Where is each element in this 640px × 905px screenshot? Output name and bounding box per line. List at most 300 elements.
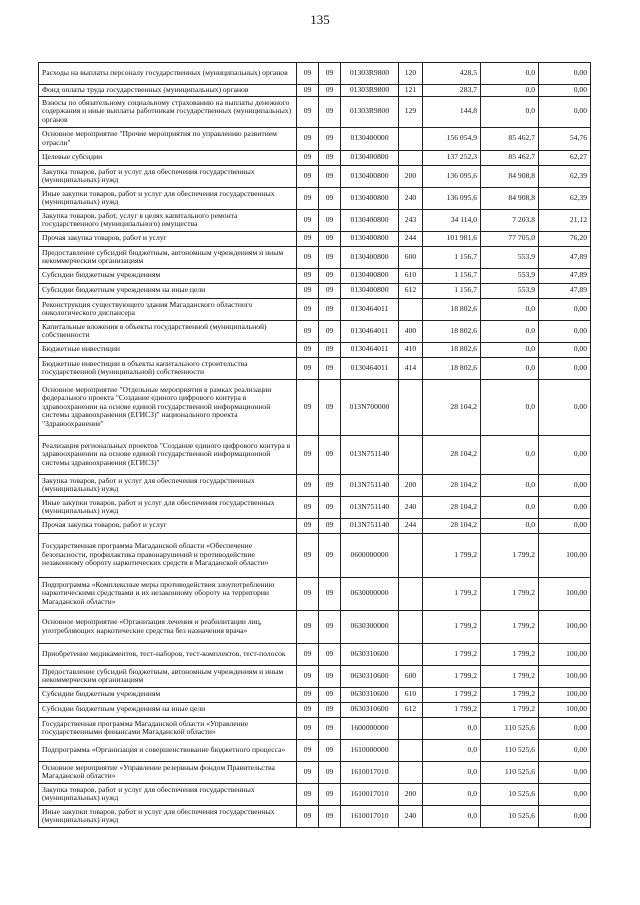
row-target-code: 0130400800 xyxy=(341,231,399,246)
row-expense-type: 600 xyxy=(399,665,423,687)
row-name: Основное мероприятие "Отдельные мероприятия в рамках реализации федерального проекта "Создание единого цифрового контура в здравоохранении на основе единой государственной информационной системы здравоохранения (ЕГИСЗ)" национального проекта "Здравоохранение" xyxy=(39,379,297,435)
row-percent: 54,76 xyxy=(539,127,591,150)
row-name: Основное мероприятие «Управление резервным фондом Правительства Магаданской области» xyxy=(39,761,297,783)
row-amount-executed: 1 799,2 xyxy=(481,533,539,577)
row-section: 09 xyxy=(297,127,319,150)
row-subsection: 09 xyxy=(319,85,341,97)
row-amount-executed: 1 799,2 xyxy=(481,665,539,687)
row-target-code: 0130464011 xyxy=(341,320,399,342)
row-section: 09 xyxy=(297,187,319,209)
row-target-code: 0130400000 xyxy=(341,127,399,150)
row-amount-executed: 84 908,8 xyxy=(481,165,539,187)
table-row xyxy=(39,610,591,643)
row-expense-type xyxy=(399,610,423,643)
row-section: 09 xyxy=(297,518,319,533)
row-name: Иные закупки товаров, работ и услуг для обеспечения государственных (муниципальных) нужд xyxy=(39,805,297,827)
row-target-code: 1610017010 xyxy=(341,761,399,783)
row-name: Фонд оплаты труда государственных (муниципальных) органов xyxy=(39,85,297,97)
row-subsection: 09 xyxy=(319,783,341,805)
row-amount-executed: 553,9 xyxy=(481,283,539,298)
row-amount-executed: 10 525,6 xyxy=(481,805,539,827)
row-amount-executed: 0,0 xyxy=(481,518,539,533)
row-target-code: 1610017010 xyxy=(341,805,399,827)
budget-table-body xyxy=(39,63,591,828)
table-row xyxy=(39,643,591,665)
table-row xyxy=(39,187,591,209)
row-subsection: 09 xyxy=(319,739,341,761)
row-name: Предоставление субсидий бюджетным, автономным учреждениям и иным некоммерческим организациям xyxy=(39,246,297,268)
row-amount-executed: 0,0 xyxy=(481,85,539,97)
table-row xyxy=(39,379,591,435)
row-target-code: 0130400800 xyxy=(341,187,399,209)
row-amount-planned: 34 114,0 xyxy=(423,209,481,231)
row-expense-type xyxy=(399,150,423,165)
row-target-code: 0130400800 xyxy=(341,209,399,231)
row-expense-type: 610 xyxy=(399,687,423,702)
row-amount-executed: 0,0 xyxy=(481,96,539,127)
table-row xyxy=(39,209,591,231)
row-target-code: 1600000000 xyxy=(341,717,399,739)
row-subsection: 09 xyxy=(319,435,341,474)
row-percent: 0,00 xyxy=(539,805,591,827)
table-row xyxy=(39,268,591,283)
row-target-code: 1610000000 xyxy=(341,739,399,761)
row-target-code: 01303R9800 xyxy=(341,96,399,127)
row-section: 09 xyxy=(297,761,319,783)
row-expense-type: 200 xyxy=(399,474,423,496)
row-expense-type xyxy=(399,761,423,783)
table-row xyxy=(39,474,591,496)
row-target-code: 0130464011 xyxy=(341,357,399,379)
row-section: 09 xyxy=(297,717,319,739)
row-amount-executed: 0,0 xyxy=(481,342,539,357)
row-section: 09 xyxy=(297,165,319,187)
row-amount-executed: 0,0 xyxy=(481,435,539,474)
row-subsection: 09 xyxy=(319,283,341,298)
table-row xyxy=(39,687,591,702)
row-subsection: 09 xyxy=(319,231,341,246)
row-section: 09 xyxy=(297,268,319,283)
row-target-code: 0130400800 xyxy=(341,165,399,187)
row-amount-planned: 1 799,2 xyxy=(423,533,481,577)
table-row xyxy=(39,63,591,85)
row-section: 09 xyxy=(297,665,319,687)
table-row xyxy=(39,496,591,518)
row-amount-executed: 0,0 xyxy=(481,474,539,496)
row-section: 09 xyxy=(297,474,319,496)
row-name: Субсидии бюджетным учреждениям xyxy=(39,687,297,702)
row-expense-type xyxy=(399,643,423,665)
row-section: 09 xyxy=(297,231,319,246)
row-name: Подпрограмма «Комплексные меры противодействия злоупотреблению наркотическими средствами и их незаконному обороту на территории Магаданской области» xyxy=(39,577,297,610)
row-subsection: 09 xyxy=(319,320,341,342)
row-name: Государственная программа Магаданской области «Управление государственными финансами Магаданской области» xyxy=(39,717,297,739)
row-amount-planned: 1 799,2 xyxy=(423,702,481,717)
row-subsection: 09 xyxy=(319,127,341,150)
table-row xyxy=(39,246,591,268)
row-subsection: 09 xyxy=(319,246,341,268)
row-percent: 100,00 xyxy=(539,533,591,577)
row-amount-executed: 110 525,6 xyxy=(481,739,539,761)
row-subsection: 09 xyxy=(319,187,341,209)
row-expense-type: 200 xyxy=(399,165,423,187)
table-row xyxy=(39,165,591,187)
row-amount-planned: 18 802,6 xyxy=(423,357,481,379)
row-subsection: 09 xyxy=(319,209,341,231)
row-expense-type: 120 xyxy=(399,63,423,85)
row-expense-type xyxy=(399,533,423,577)
row-subsection: 09 xyxy=(319,610,341,643)
table-row xyxy=(39,150,591,165)
row-section: 09 xyxy=(297,687,319,702)
row-subsection: 09 xyxy=(319,379,341,435)
row-amount-executed: 85 462,7 xyxy=(481,150,539,165)
row-section: 09 xyxy=(297,96,319,127)
page-number: 135 xyxy=(310,12,330,27)
row-amount-executed: 1 799,2 xyxy=(481,643,539,665)
table-row xyxy=(39,283,591,298)
table-row xyxy=(39,717,591,739)
row-amount-planned: 156 054,9 xyxy=(423,127,481,150)
table-row xyxy=(39,739,591,761)
row-target-code: 0130400800 xyxy=(341,283,399,298)
row-subsection: 09 xyxy=(319,496,341,518)
row-expense-type: 240 xyxy=(399,805,423,827)
row-amount-planned: 0,0 xyxy=(423,805,481,827)
row-subsection: 09 xyxy=(319,298,341,320)
row-section: 09 xyxy=(297,342,319,357)
table-row xyxy=(39,96,591,127)
row-subsection: 09 xyxy=(319,357,341,379)
row-subsection: 09 xyxy=(319,165,341,187)
row-amount-planned: 136 095,6 xyxy=(423,165,481,187)
row-percent: 100,00 xyxy=(539,577,591,610)
row-amount-planned: 28 104,2 xyxy=(423,474,481,496)
row-amount-planned: 28 104,2 xyxy=(423,496,481,518)
row-amount-executed: 0,0 xyxy=(481,320,539,342)
table-row xyxy=(39,761,591,783)
row-target-code: 0130464011 xyxy=(341,342,399,357)
row-amount-executed: 1 799,2 xyxy=(481,702,539,717)
row-section: 09 xyxy=(297,320,319,342)
row-subsection: 09 xyxy=(319,342,341,357)
row-target-code: 013N751140 xyxy=(341,474,399,496)
row-percent: 100,00 xyxy=(539,610,591,643)
table-row xyxy=(39,665,591,687)
row-target-code: 013N751140 xyxy=(341,518,399,533)
row-name: Основное мероприятие «Организация лечения и реабилитации лиц, употребляющих наркотические средства без назначения врача» xyxy=(39,610,297,643)
row-amount-planned: 0,0 xyxy=(423,761,481,783)
row-percent: 47,89 xyxy=(539,246,591,268)
row-amount-executed: 110 525,6 xyxy=(481,717,539,739)
row-amount-executed: 1 799,2 xyxy=(481,687,539,702)
row-section: 09 xyxy=(297,805,319,827)
row-target-code: 0600000000 xyxy=(341,533,399,577)
row-target-code: 01303R9800 xyxy=(341,63,399,85)
row-percent: 62,39 xyxy=(539,187,591,209)
row-expense-type: 200 xyxy=(399,783,423,805)
row-name: Реконструкция существующего здания Магаданского областного онкологического диспансера xyxy=(39,298,297,320)
row-target-code: 0130464011 xyxy=(341,298,399,320)
row-expense-type xyxy=(399,717,423,739)
row-name: Подпрограмма «Организация и совершенствование бюджетного процесса» xyxy=(39,739,297,761)
row-expense-type: 244 xyxy=(399,518,423,533)
row-name: Прочая закупка товаров, работ и услуг xyxy=(39,231,297,246)
row-amount-executed: 0,0 xyxy=(481,63,539,85)
row-target-code: 0630310600 xyxy=(341,687,399,702)
row-name: Реализация региональных проектов "Создание единого цифрового контура в здравоохранении на основе единой государственной информационной системы здравоохранения (ЕГИСЗ)" xyxy=(39,435,297,474)
row-name: Предоставление субсидий бюджетным, автономным учреждениям и иным некоммерческим организациям xyxy=(39,665,297,687)
row-target-code: 013N751140 xyxy=(341,496,399,518)
row-percent: 0,00 xyxy=(539,63,591,85)
table-row xyxy=(39,783,591,805)
table-row xyxy=(39,357,591,379)
row-name: Закупка товаров, работ и услуг для обеспечения государственных (муниципальных) нужд xyxy=(39,783,297,805)
row-subsection: 09 xyxy=(319,687,341,702)
row-amount-executed: 0,0 xyxy=(481,298,539,320)
table-row xyxy=(39,435,591,474)
row-section: 09 xyxy=(297,209,319,231)
row-amount-planned: 0,0 xyxy=(423,783,481,805)
row-expense-type: 244 xyxy=(399,231,423,246)
row-amount-planned: 1 799,2 xyxy=(423,577,481,610)
row-name: Основное мероприятие "Прочие мероприятия по управлению развитием отрасли" xyxy=(39,127,297,150)
row-section: 09 xyxy=(297,496,319,518)
row-name: Закупка товаров, работ и услуг для обеспечения государственных (муниципальных) нужд xyxy=(39,474,297,496)
row-percent: 100,00 xyxy=(539,643,591,665)
row-expense-type: 400 xyxy=(399,320,423,342)
table-row xyxy=(39,231,591,246)
row-name: Субсидии бюджетным учреждениям на иные цели xyxy=(39,283,297,298)
row-amount-planned: 18 802,6 xyxy=(423,342,481,357)
row-name: Приобретение медикаментов, тест-наборов, тест-комплектов, тест-полосок xyxy=(39,643,297,665)
row-expense-type: 410 xyxy=(399,342,423,357)
row-amount-planned: 428,5 xyxy=(423,63,481,85)
row-percent: 0,00 xyxy=(539,739,591,761)
table-row xyxy=(39,298,591,320)
row-percent: 62,39 xyxy=(539,165,591,187)
row-percent: 0,00 xyxy=(539,474,591,496)
row-expense-type: 240 xyxy=(399,496,423,518)
row-section: 09 xyxy=(297,63,319,85)
row-name: Целевые субсидии xyxy=(39,150,297,165)
row-amount-planned: 1 799,2 xyxy=(423,610,481,643)
table-row xyxy=(39,127,591,150)
row-name: Государственная программа Магаданской области «Обеспечение безопасности, профилактика правонарушений и противодействие незаконному обороту наркотических средств в Магаданской области» xyxy=(39,533,297,577)
row-section: 09 xyxy=(297,379,319,435)
row-subsection: 09 xyxy=(319,717,341,739)
row-expense-type: 612 xyxy=(399,283,423,298)
row-expense-type: 600 xyxy=(399,246,423,268)
row-expense-type: 243 xyxy=(399,209,423,231)
row-amount-executed: 0,0 xyxy=(481,379,539,435)
row-expense-type xyxy=(399,577,423,610)
row-expense-type: 240 xyxy=(399,187,423,209)
row-section: 09 xyxy=(297,283,319,298)
row-amount-planned: 28 104,2 xyxy=(423,435,481,474)
row-section: 09 xyxy=(297,533,319,577)
row-section: 09 xyxy=(297,246,319,268)
row-percent: 100,00 xyxy=(539,702,591,717)
row-target-code: 0630310600 xyxy=(341,665,399,687)
row-amount-planned: 1 156,7 xyxy=(423,246,481,268)
row-percent: 100,00 xyxy=(539,687,591,702)
row-section: 09 xyxy=(297,643,319,665)
row-subsection: 09 xyxy=(319,761,341,783)
row-name: Прочая закупка товаров, работ и услуг xyxy=(39,518,297,533)
row-subsection: 09 xyxy=(319,533,341,577)
table-row xyxy=(39,533,591,577)
row-name: Иные закупки товаров, работ и услуг для обеспечения государственных (муниципальных) нужд xyxy=(39,496,297,518)
row-subsection: 09 xyxy=(319,63,341,85)
row-amount-planned: 28 104,2 xyxy=(423,379,481,435)
row-section: 09 xyxy=(297,435,319,474)
row-amount-planned: 18 802,6 xyxy=(423,298,481,320)
row-percent: 0,00 xyxy=(539,379,591,435)
row-name: Субсидии бюджетным учреждениям на иные цели xyxy=(39,702,297,717)
row-expense-type xyxy=(399,739,423,761)
row-expense-type: 610 xyxy=(399,268,423,283)
row-amount-planned: 1 156,7 xyxy=(423,283,481,298)
row-percent: 0,00 xyxy=(539,320,591,342)
row-section: 09 xyxy=(297,150,319,165)
row-name: Иные закупки товаров, работ и услуг для обеспечения государственных (муниципальных) нужд xyxy=(39,187,297,209)
row-target-code: 0130400800 xyxy=(341,268,399,283)
row-expense-type xyxy=(399,127,423,150)
row-target-code: 01303R9800 xyxy=(341,85,399,97)
row-amount-executed: 10 525,6 xyxy=(481,783,539,805)
row-name: Закупка товаров, работ и услуг для обеспечения государственных (муниципальных) нужд xyxy=(39,165,297,187)
row-expense-type: 414 xyxy=(399,357,423,379)
row-percent: 0,00 xyxy=(539,435,591,474)
row-subsection: 09 xyxy=(319,268,341,283)
row-amount-planned: 283,7 xyxy=(423,85,481,97)
row-target-code: 013N700000 xyxy=(341,379,399,435)
row-name: Взносы по обязательному социальному страхованию на выплаты денежного содержания и иные выплаты работникам государственных (муниципальных) органов xyxy=(39,96,297,127)
row-name: Капитальные вложения в объекты государственной (муниципальной) собственности xyxy=(39,320,297,342)
row-subsection: 09 xyxy=(319,474,341,496)
table-row xyxy=(39,577,591,610)
row-amount-executed: 85 462,7 xyxy=(481,127,539,150)
row-expense-type: 121 xyxy=(399,85,423,97)
row-percent: 47,89 xyxy=(539,283,591,298)
row-section: 09 xyxy=(297,702,319,717)
row-subsection: 09 xyxy=(319,518,341,533)
row-expense-type: 612 xyxy=(399,702,423,717)
row-name: Расходы на выплаты персоналу государственных (муниципальных) органов xyxy=(39,63,297,85)
row-percent: 0,00 xyxy=(539,496,591,518)
row-amount-planned: 1 799,2 xyxy=(423,643,481,665)
row-subsection: 09 xyxy=(319,665,341,687)
table-row xyxy=(39,805,591,827)
row-amount-executed: 0,0 xyxy=(481,496,539,518)
row-section: 09 xyxy=(297,85,319,97)
table-row xyxy=(39,518,591,533)
row-section: 09 xyxy=(297,357,319,379)
row-expense-type xyxy=(399,298,423,320)
row-amount-planned: 0,0 xyxy=(423,739,481,761)
row-section: 09 xyxy=(297,298,319,320)
budget-table xyxy=(38,62,591,828)
row-percent: 0,00 xyxy=(539,717,591,739)
row-amount-planned: 18 802,6 xyxy=(423,320,481,342)
row-amount-executed: 0,0 xyxy=(481,357,539,379)
row-amount-executed: 1 799,2 xyxy=(481,610,539,643)
row-subsection: 09 xyxy=(319,702,341,717)
row-amount-planned: 144,8 xyxy=(423,96,481,127)
table-row xyxy=(39,320,591,342)
row-section: 09 xyxy=(297,577,319,610)
row-percent: 62,27 xyxy=(539,150,591,165)
row-amount-executed: 110 525,6 xyxy=(481,761,539,783)
row-section: 09 xyxy=(297,610,319,643)
row-amount-planned: 0,0 xyxy=(423,717,481,739)
row-target-code: 0130400800 xyxy=(341,246,399,268)
row-name: Субсидии бюджетным учреждениям xyxy=(39,268,297,283)
row-name: Бюджетные инвестиции xyxy=(39,342,297,357)
row-amount-planned: 136 095,6 xyxy=(423,187,481,209)
row-amount-planned: 137 252,3 xyxy=(423,150,481,165)
row-subsection: 09 xyxy=(319,577,341,610)
row-percent: 100,00 xyxy=(539,665,591,687)
row-percent: 0,00 xyxy=(539,85,591,97)
row-amount-executed: 84 908,8 xyxy=(481,187,539,209)
row-expense-type: 129 xyxy=(399,96,423,127)
row-amount-planned: 1 799,2 xyxy=(423,687,481,702)
row-amount-planned: 1 799,2 xyxy=(423,665,481,687)
row-amount-executed: 1 799,2 xyxy=(481,577,539,610)
row-percent: 76,20 xyxy=(539,231,591,246)
row-amount-executed: 77 705,0 xyxy=(481,231,539,246)
row-amount-executed: 553,9 xyxy=(481,268,539,283)
row-expense-type xyxy=(399,435,423,474)
row-name: Бюджетные инвестиции в объекты капитального строительства государственной (муниципальной) собственности xyxy=(39,357,297,379)
row-percent: 0,00 xyxy=(539,357,591,379)
row-section: 09 xyxy=(297,739,319,761)
row-target-code: 1610017010 xyxy=(341,783,399,805)
row-percent: 47,89 xyxy=(539,268,591,283)
row-target-code: 0630000000 xyxy=(341,577,399,610)
row-target-code: 0630310600 xyxy=(341,702,399,717)
row-section: 09 xyxy=(297,783,319,805)
row-percent: 0,00 xyxy=(539,298,591,320)
row-target-code: 0630300000 xyxy=(341,610,399,643)
row-percent: 0,00 xyxy=(539,761,591,783)
row-subsection: 09 xyxy=(319,150,341,165)
row-percent: 0,00 xyxy=(539,783,591,805)
row-name: Закупка товаров, работ, услуг в целях капитального ремонта государственного (муниципального) имущества xyxy=(39,209,297,231)
row-subsection: 09 xyxy=(319,643,341,665)
row-amount-planned: 28 104,2 xyxy=(423,518,481,533)
row-subsection: 09 xyxy=(319,96,341,127)
row-target-code: 013N751140 xyxy=(341,435,399,474)
row-percent: 0,00 xyxy=(539,342,591,357)
row-target-code: 0630310600 xyxy=(341,643,399,665)
table-row xyxy=(39,702,591,717)
row-percent: 21,12 xyxy=(539,209,591,231)
row-percent: 0,00 xyxy=(539,518,591,533)
table-row xyxy=(39,342,591,357)
row-expense-type xyxy=(399,379,423,435)
table-row xyxy=(39,85,591,97)
row-target-code: 0130400800 xyxy=(341,150,399,165)
row-amount-planned: 1 156,7 xyxy=(423,268,481,283)
row-amount-executed: 553,9 xyxy=(481,246,539,268)
row-subsection: 09 xyxy=(319,805,341,827)
row-amount-executed: 7 203,8 xyxy=(481,209,539,231)
row-amount-planned: 101 981,6 xyxy=(423,231,481,246)
row-percent: 0,00 xyxy=(539,96,591,127)
